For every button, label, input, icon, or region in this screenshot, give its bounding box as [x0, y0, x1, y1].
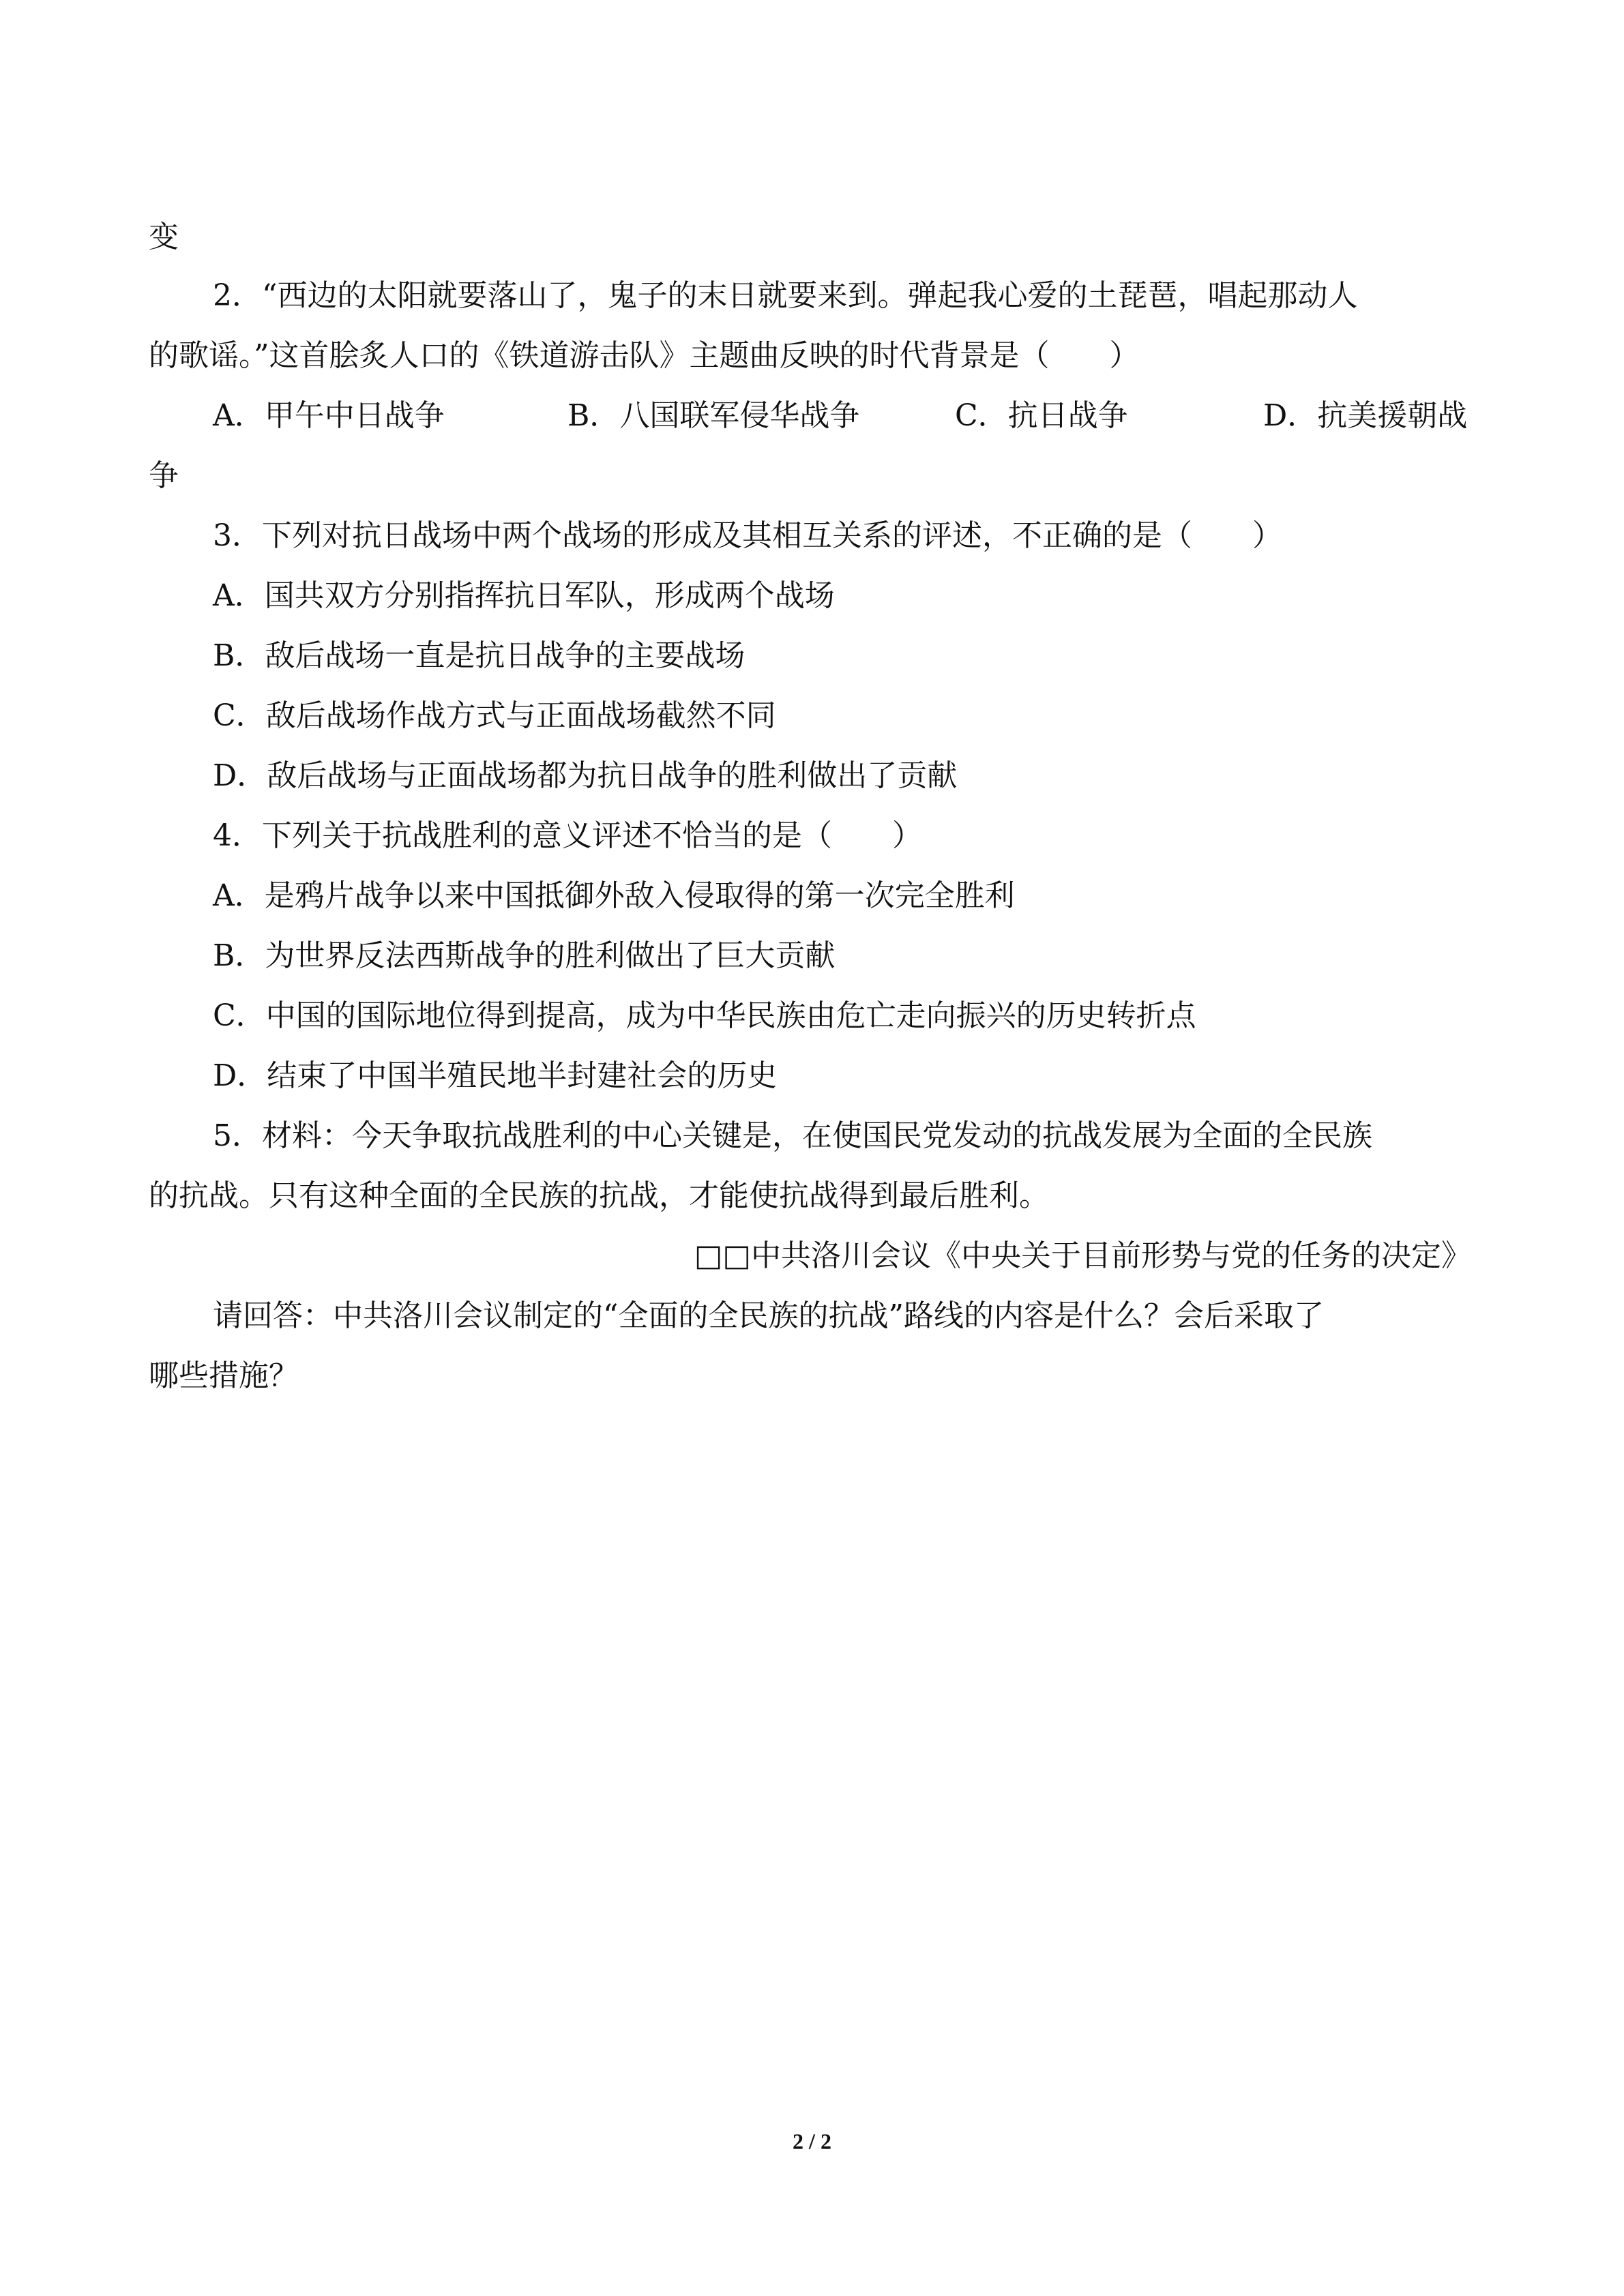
q2-option-a: A．甲午中日战争 [213, 398, 445, 433]
q4-option-c: C．中国的国际地位得到提高，成为中华民族由危亡走向振兴的历史转折点 [213, 998, 1196, 1033]
q2-stem-line1: 2．“西边的太阳就要落山了，鬼子的末日就要来到。弹起我心爱的土琵琶，唱起那动人 [213, 278, 1358, 313]
q4-option-a: A．是鸦片战争以来中国抵御外敌入侵取得的第一次完全胜利 [213, 878, 1015, 913]
q4-option-d: D．结束了中国半殖民地半封建社会的历史 [213, 1058, 778, 1093]
page-number: 2 / 2 [793, 2129, 831, 2153]
q5-question-line1: 请回答：中共洛川会议制定的“全面的全民族的抗战”路线的内容是什么？会后采取了 [213, 1298, 1324, 1333]
q3-option-d: D．敌后战场与正面战场都为抗日战争的胜利做出了贡献 [213, 758, 958, 793]
q5-source-citation: □□中共洛川会议《中央关于目前形势与党的任务的决定》 [694, 1238, 1471, 1273]
q2-option-c: C．抗日战争 [955, 398, 1128, 433]
q5-material-line1: 5．材料：今天争取抗战胜利的中心关键是，在使国民党发动的抗战发展为全面的全民族 [213, 1118, 1372, 1153]
q3-option-b: B．敌后战场一直是抗日战争的主要战场 [213, 638, 745, 673]
q5-question-line2: 哪些措施？ [149, 1358, 299, 1393]
q3-option-c: C．敌后战场作战方式与正面战场截然不同 [213, 698, 776, 733]
q3-option-a: A．国共双方分别指挥抗日军队，形成两个战场 [213, 578, 835, 613]
q2-option-wrap: 争 [149, 458, 179, 493]
q4-option-b: B．为世界反法西斯战争的胜利做出了巨大贡献 [213, 938, 836, 973]
q2-option-b: B．八国联军侵华战争 [567, 398, 860, 433]
q4-stem: 4．下列关于抗战胜利的意义评述不恰当的是（ ） [213, 818, 922, 853]
q2-option-d: D．抗美援朝战 [1263, 398, 1468, 433]
q5-material-line2: 的抗战。只有这种全面的全民族的抗战，才能使抗战得到最后胜利。 [149, 1178, 1049, 1213]
q2-stem-line2: 的歌谣。”这首脍炙人口的《铁道游击队》主题曲反映的时代背景是（ ） [149, 338, 1140, 373]
continuation-text: 变 [149, 220, 179, 254]
q3-stem: 3．下列对抗日战场中两个战场的形成及其相互关系的评述，不正确的是（ ） [213, 518, 1282, 553]
